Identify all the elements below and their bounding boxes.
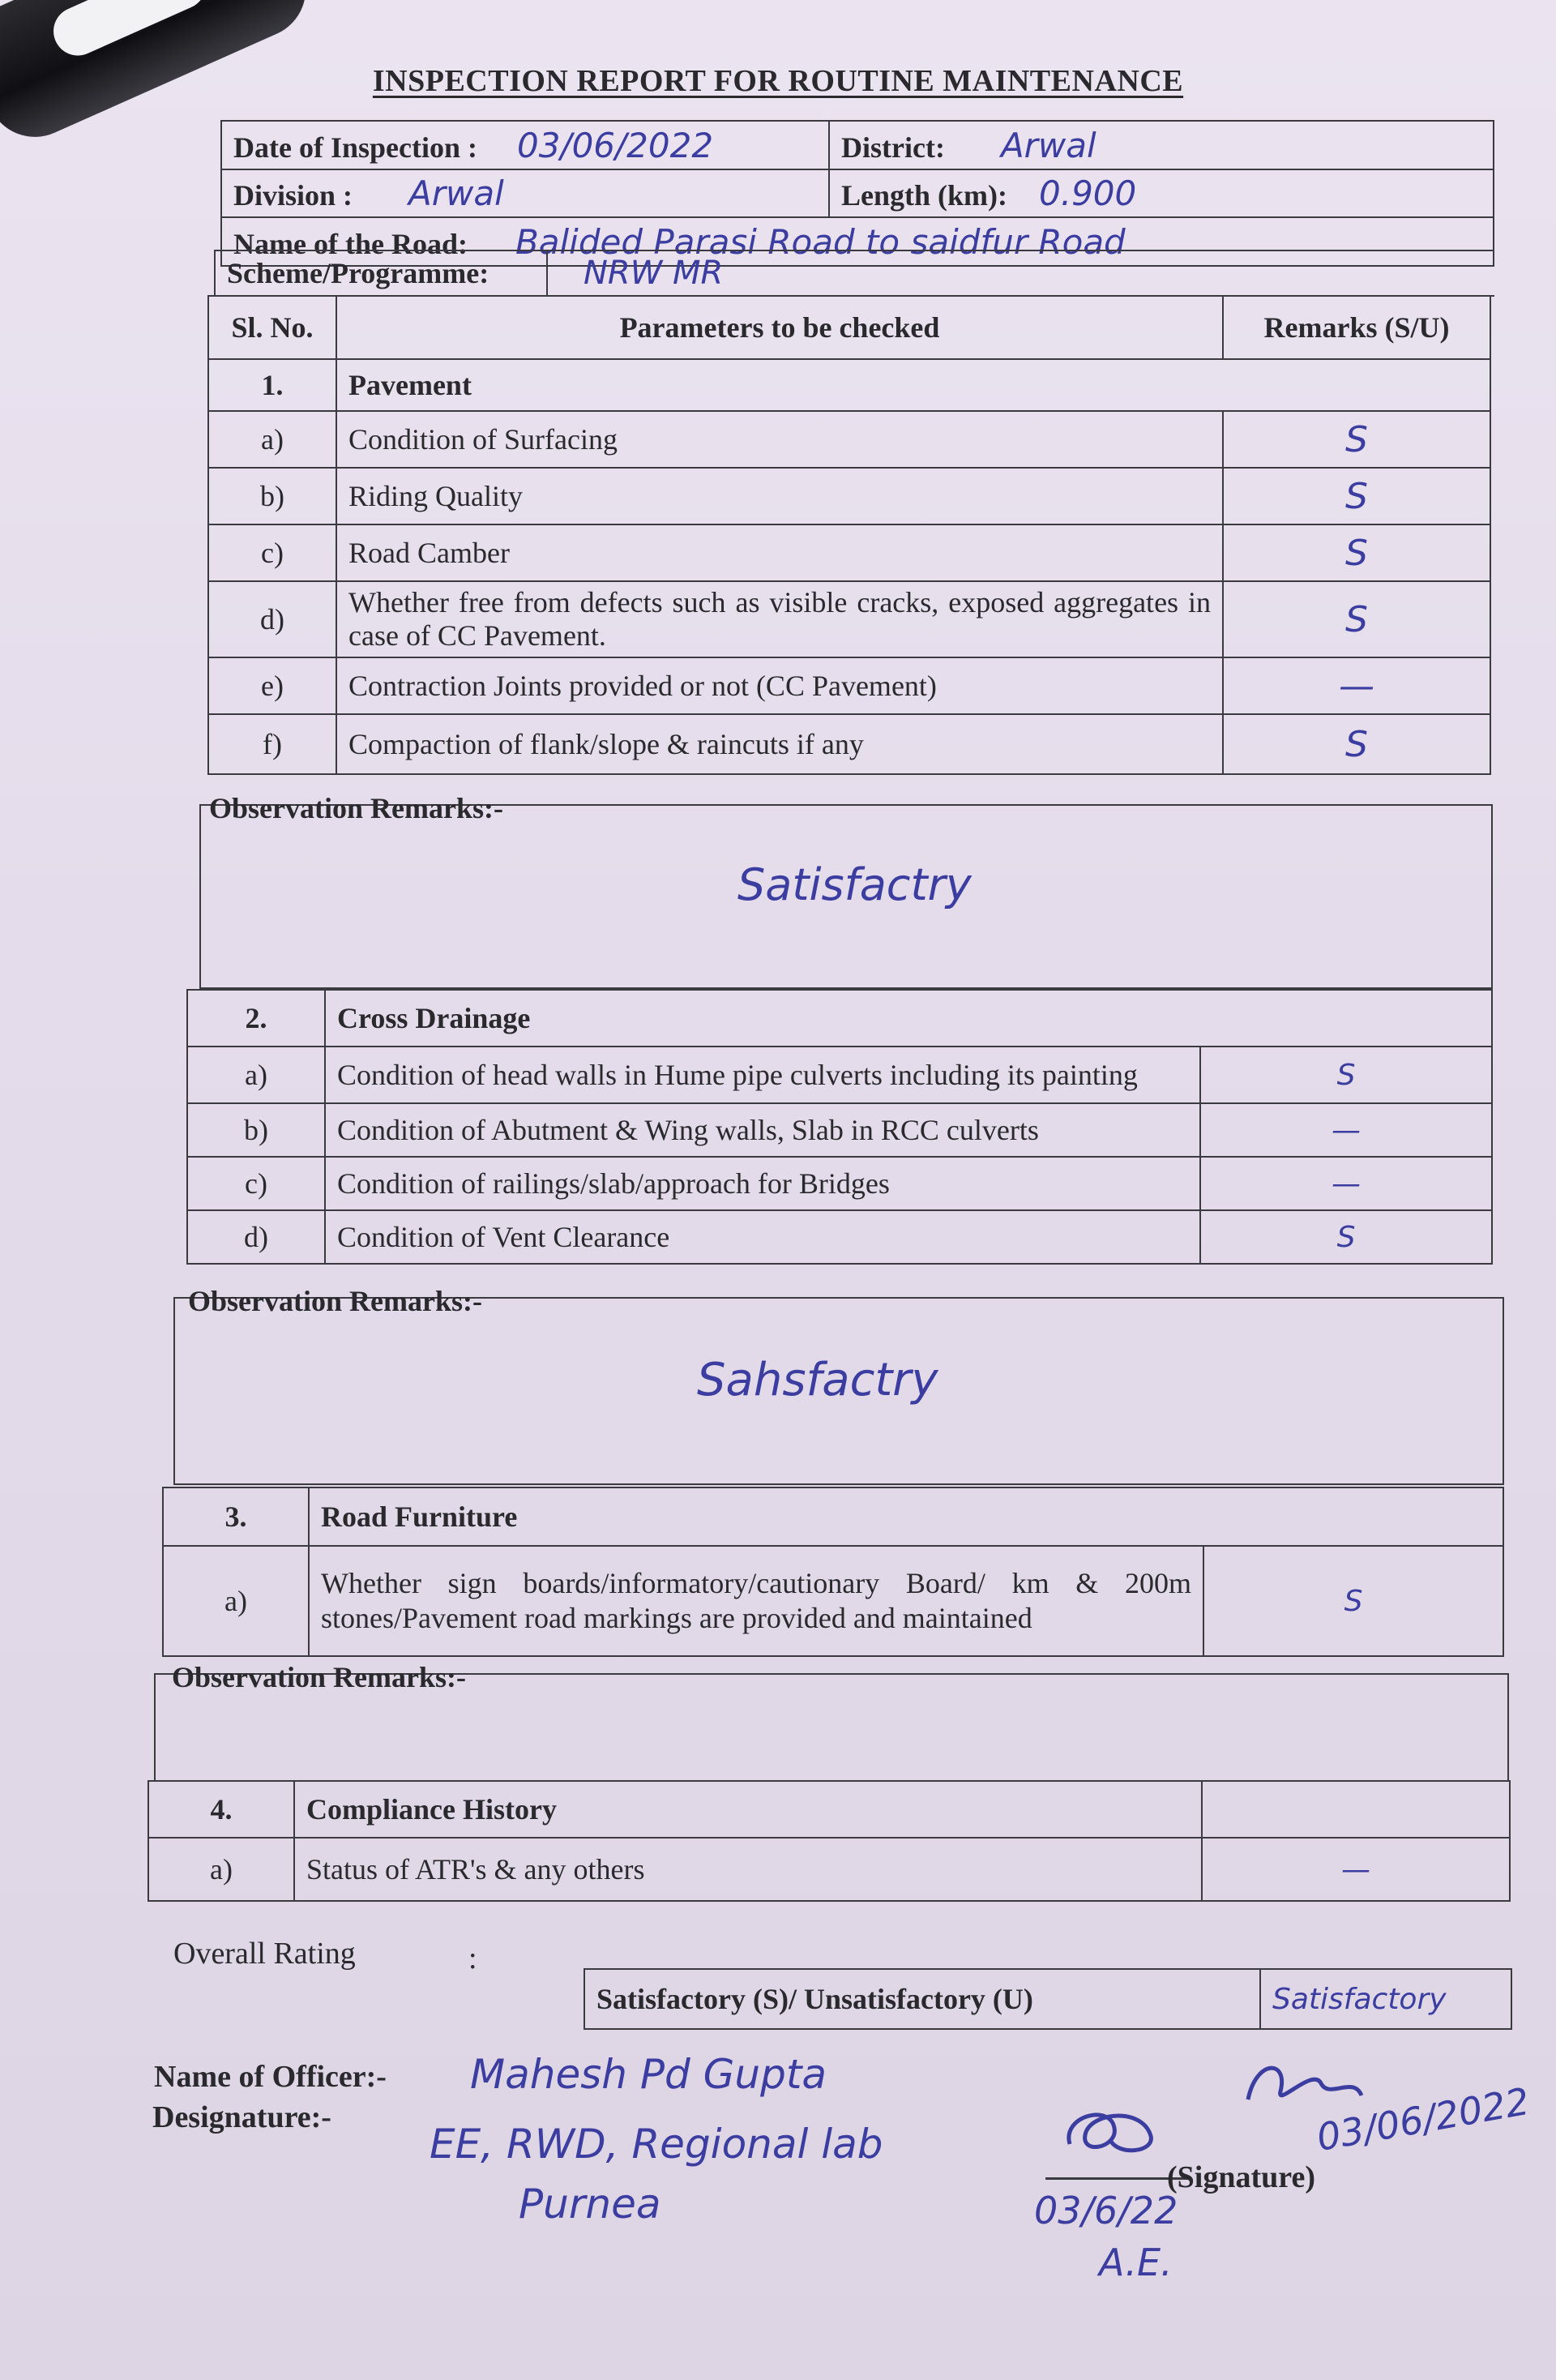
report-title: INSPECTION REPORT FOR ROUTINE MAINTENANCE bbox=[372, 64, 1184, 98]
item-remark: S bbox=[1223, 581, 1490, 657]
item-remark: — bbox=[1202, 1838, 1510, 1901]
item-id: d) bbox=[187, 1210, 325, 1264]
signature-date-ee: 03/06/2022 bbox=[1313, 2078, 1533, 2160]
division-cell bbox=[221, 169, 829, 217]
section-4-table bbox=[147, 1780, 1511, 1902]
overall-colon: : bbox=[468, 1941, 477, 1975]
item-remark: S bbox=[1223, 714, 1490, 774]
officer-desig-line2: Purnea bbox=[519, 2181, 661, 2228]
item-id: b) bbox=[208, 468, 336, 524]
item-text: Status of ATR's & any others bbox=[294, 1838, 1202, 1901]
item-text: Condition of Vent Clearance bbox=[325, 1210, 1200, 1264]
scheme-table bbox=[214, 250, 1494, 297]
length-cell bbox=[829, 169, 1494, 217]
signature-date-ae: 03/6/22 bbox=[1034, 2189, 1178, 2232]
item-text: Condition of Surfacing bbox=[336, 411, 1223, 468]
col-remarks: Remarks (S/U) bbox=[1223, 296, 1490, 359]
item-text: Whether sign boards/informatory/cautionary Board/ km & 200m stones/Pavement road markings are provided and maintained bbox=[309, 1546, 1203, 1656]
officer-name-value: Mahesh Pd Gupta bbox=[470, 2051, 827, 2098]
item-text: Whether free from defects such as visible cracks, exposed aggregates in case of CC Pavement. bbox=[336, 581, 1223, 657]
item-remark: S bbox=[1203, 1546, 1503, 1656]
item-remark: S bbox=[1223, 411, 1490, 468]
item-remark: — bbox=[1223, 657, 1490, 714]
division-label: Division : bbox=[233, 179, 353, 212]
scheme-cell bbox=[547, 250, 1494, 296]
item-id: c) bbox=[187, 1157, 325, 1210]
item-remark: S bbox=[1223, 524, 1490, 581]
observation-value: Satisfactry bbox=[737, 859, 972, 910]
section-title: Pavement bbox=[336, 359, 1490, 411]
length-label: Length (km): bbox=[841, 179, 1007, 212]
item-text: Condition of railings/slab/approach for Bridges bbox=[325, 1157, 1200, 1210]
overall-label: Overall Rating bbox=[173, 1937, 356, 1971]
item-remark: S bbox=[1223, 468, 1490, 524]
overall-option: Satisfactory (S)/ Unsatisfactory (U) bbox=[584, 1969, 1260, 2029]
item-text: Condition of head walls in Hume pipe culverts including its painting bbox=[325, 1047, 1200, 1103]
item-remark: S bbox=[1200, 1047, 1492, 1103]
officer-name-label: Name of Officer:- bbox=[154, 2060, 387, 2094]
section-title: Cross Drainage bbox=[325, 990, 1492, 1047]
division-value: Arwal bbox=[408, 173, 504, 213]
header-table bbox=[220, 120, 1494, 267]
signature-scribble-ae bbox=[1054, 2100, 1167, 2164]
overall-value: Satisfactory bbox=[1260, 1969, 1511, 2029]
item-id: f) bbox=[208, 714, 336, 774]
item-text: Contraction Joints provided or not (CC Pavement) bbox=[336, 657, 1223, 714]
observation-value: Sahsfactry bbox=[697, 1354, 938, 1406]
section-3-table bbox=[162, 1487, 1504, 1657]
item-text: Road Camber bbox=[336, 524, 1223, 581]
item-id: e) bbox=[208, 657, 336, 714]
road-label: Name of the Road: bbox=[233, 227, 468, 260]
item-remark: — bbox=[1200, 1103, 1492, 1157]
section-no: 3. bbox=[163, 1488, 309, 1546]
item-id: a) bbox=[148, 1838, 294, 1901]
item-id: a) bbox=[208, 411, 336, 468]
item-remark: S bbox=[1200, 1210, 1492, 1264]
item-id: a) bbox=[187, 1047, 325, 1103]
district-value: Arwal bbox=[1000, 125, 1096, 165]
observation-label: Observation Remarks:- bbox=[172, 1661, 466, 1693]
district-cell bbox=[829, 121, 1494, 169]
scheme-value: NRW MR bbox=[584, 255, 724, 292]
district-label: District: bbox=[841, 131, 945, 164]
section-no: 4. bbox=[148, 1781, 294, 1838]
observation-label: Observation Remarks:- bbox=[188, 1285, 482, 1317]
item-text: Compaction of flank/slope & raincuts if any bbox=[336, 714, 1223, 774]
signature-label: (Signature) bbox=[1167, 2160, 1315, 2194]
date-value: 03/06/2022 bbox=[516, 125, 714, 165]
length-value: 0.900 bbox=[1039, 173, 1137, 213]
item-id: b) bbox=[187, 1103, 325, 1157]
observation-label: Observation Remarks:- bbox=[209, 792, 503, 824]
section-title: Compliance History bbox=[294, 1781, 1202, 1838]
officer-desig-line1: EE, RWD, Regional lab bbox=[430, 2121, 883, 2168]
item-id: a) bbox=[163, 1546, 309, 1656]
col-param: Parameters to be checked bbox=[336, 296, 1223, 359]
item-id: c) bbox=[208, 524, 336, 581]
date-label: Date of Inspection : bbox=[233, 131, 477, 164]
item-remark: — bbox=[1200, 1157, 1492, 1210]
section-no: 2. bbox=[187, 990, 325, 1047]
section-title: Road Furniture bbox=[309, 1488, 1503, 1546]
scheme-label: Scheme/Programme: bbox=[215, 250, 547, 296]
overall-table bbox=[584, 1968, 1512, 2030]
item-text: Condition of Abutment & Wing walls, Slab in RCC culverts bbox=[325, 1103, 1200, 1157]
signature-title-ae: A.E. bbox=[1099, 2241, 1173, 2284]
section-2-table bbox=[186, 989, 1493, 1265]
empty-remark-cell bbox=[1202, 1781, 1510, 1838]
col-sl: Sl. No. bbox=[208, 296, 336, 359]
item-text: Riding Quality bbox=[336, 468, 1223, 524]
road-value: Balided Parasi Road to saidfur Road bbox=[515, 221, 1126, 262]
officer-desig-label: Designature:- bbox=[152, 2100, 331, 2134]
section-1-table bbox=[207, 295, 1491, 775]
item-id: d) bbox=[208, 581, 336, 657]
section-no: 1. bbox=[208, 359, 336, 411]
date-cell bbox=[221, 121, 829, 169]
